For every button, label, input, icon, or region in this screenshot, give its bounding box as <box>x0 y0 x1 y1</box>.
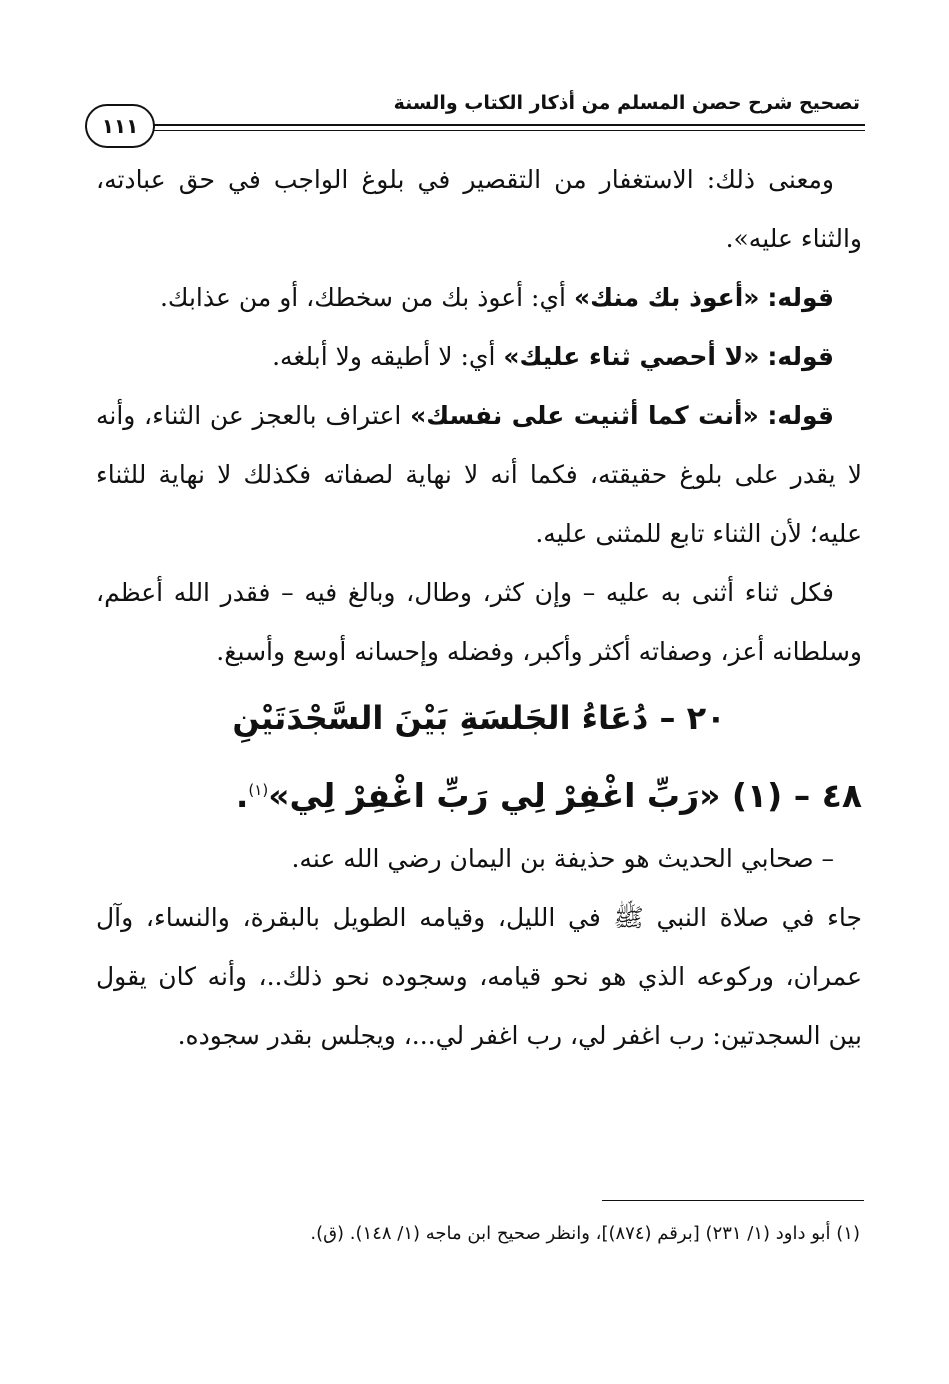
explanation-text: اعتراف بالعجز عن الثناء، وأنه لا يقدر على بلوغ حقيقته، فكما أنه لا نهاية لصفاته فكذلك لا نهاية للثناء عليه؛ لأن الثناء تابع للمثنى عليه. <box>96 401 862 548</box>
quoted-phrase: «لا أحصي ثناء عليك» <box>503 342 760 371</box>
chapter-title: ٢٠ – دُعَاءُ الجَلسَةِ بَيْنَ السَّجْدَتَيْنِ <box>232 699 726 737</box>
footnote-ref: (١) <box>248 781 269 799</box>
paragraph-companion: – صحابي الحديث هو حذيفة بن اليمان رضي الله عنه. <box>291 844 834 873</box>
hadith-period: . <box>235 776 249 815</box>
quoted-phrase: «أنت كما أثنيت على نفسك» <box>410 401 759 430</box>
footnote: (١) أبو داود (١/ ٢٣١) [برقم (٨٧٤)]، وانظر صحيح ابن ماجه (١/ ١٤٨). (ق). <box>310 1223 860 1244</box>
header-rule <box>150 124 865 126</box>
hadith-text <box>96 757 862 829</box>
header-rule-thin <box>150 130 865 131</box>
paragraph-context: جاء في صلاة النبي ﷺ في الليل، وقيامه الطويل بالبقرة، والنساء، وآل عمران، وركوعه الذي هو نحو قيامه، وسجوده نحو ذلك..، وأنه كان يقول بين السجدتين: رب اغفر لي، رب اغفر لي...، ويجلس بقدر سجوده. <box>96 903 862 1050</box>
explanation-text: أي: أعوذ بك من سخطك، أو من عذابك. <box>159 283 574 312</box>
qawluhu-label: قوله: <box>767 401 834 430</box>
running-title: تصحيح شرح حصن المسلم من أذكار الكتاب والسنة <box>393 92 860 114</box>
explanation-text: أي: لا أطيقه ولا أبلغه. <box>272 342 504 371</box>
page-body <box>96 150 862 1065</box>
quoted-phrase: «أعوذ بك منك» <box>573 283 760 312</box>
paragraph-la-uhsi <box>96 327 862 386</box>
paragraph-audhu <box>96 268 862 327</box>
page-number: ١١١ <box>85 104 155 148</box>
paragraph-meaning: ومعنى ذلك: الاستغفار من التقصير في بلوغ الواجب في حق عبادته، والثناء عليه». <box>96 165 862 253</box>
paragraph-anta <box>96 386 862 563</box>
footnote-rule <box>602 1200 864 1201</box>
qawluhu-label: قوله: <box>767 342 834 371</box>
qawluhu-label: قوله: <box>767 283 834 312</box>
paragraph-praise: فكل ثناء أثنى به عليه – وإن كثر، وطال، وبالغ فيه – فقدر الله أعظم، وسلطانه أعز، وصفاته أكثر وأكبر، وفضله وإحسانه أوسع وأسبغ. <box>96 578 862 666</box>
hadith-dua: ٤٨ – (١) «رَبِّ اغْفِرْ لِي رَبِّ اغْفِرْ لِي» <box>268 776 862 815</box>
